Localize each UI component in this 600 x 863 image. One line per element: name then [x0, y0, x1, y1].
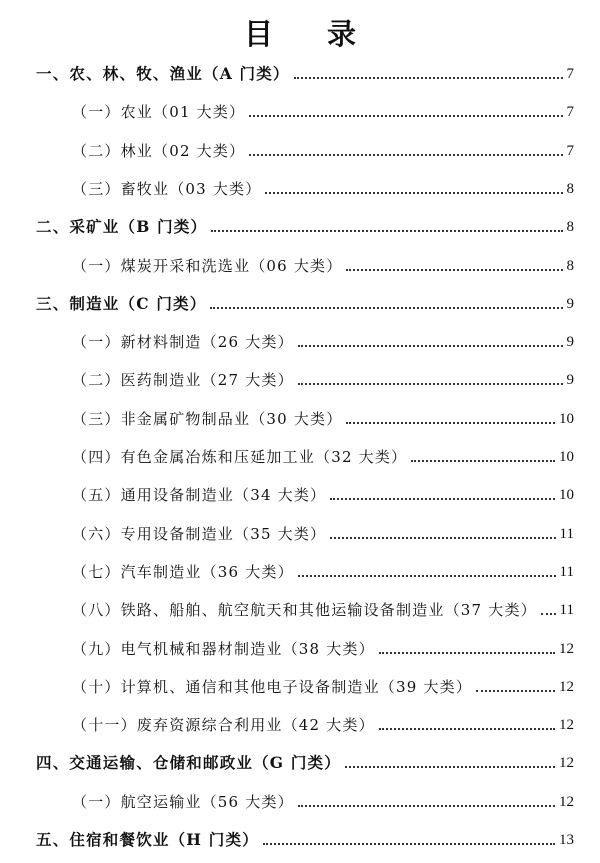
toc-entry-page-number: 12	[559, 717, 574, 734]
toc-entry-label: 二、采矿业（B 门类）	[36, 217, 208, 237]
dot-leader	[330, 498, 555, 500]
toc-entry-label: （一）煤炭开采和洗选业（06 大类）	[72, 256, 343, 275]
toc-entry-label: （七）汽车制造业（36 大类）	[72, 562, 294, 581]
toc-entry-page-number: 9	[566, 372, 574, 389]
toc-entry[interactable]	[72, 250, 574, 276]
toc-entry[interactable]	[72, 441, 574, 467]
toc-entry-page-number: 11	[559, 602, 574, 619]
dot-leader	[298, 805, 555, 807]
toc-entry-label: （四）有色金属冶炼和压延加工业（32 大类）	[72, 448, 408, 466]
dot-leader	[476, 690, 555, 692]
toc-entry-label: （一）航空运输业（56 大类）	[72, 792, 294, 811]
toc-entry[interactable]	[36, 211, 574, 237]
dot-leader	[379, 652, 555, 654]
toc-entry[interactable]	[72, 671, 574, 697]
toc-entry[interactable]	[72, 326, 574, 352]
toc-entry-page-number: 10	[559, 410, 574, 427]
toc-entry-page-number: 8	[566, 257, 574, 274]
toc-entry-page-number: 9	[566, 334, 574, 351]
toc-entry[interactable]	[72, 96, 574, 122]
toc-entry[interactable]	[72, 518, 574, 544]
dot-leader	[249, 115, 562, 117]
dot-leader	[346, 269, 562, 271]
dot-leader	[411, 460, 555, 462]
toc-entry-label: （一）新材料制造（26 大类）	[72, 333, 294, 352]
toc-entry-page-number: 12	[559, 793, 574, 810]
toc-entry-label: （十一）废弃资源综合利用业（42 大类）	[72, 716, 375, 735]
toc-entry-page-number: 12	[559, 640, 574, 657]
toc-entry[interactable]	[72, 556, 574, 582]
toc-entry[interactable]	[36, 58, 574, 84]
toc-entry[interactable]	[72, 633, 574, 659]
toc-entry-page-number: 12	[559, 755, 574, 772]
toc-entry[interactable]	[72, 364, 574, 390]
toc-entry-label: 三、制造业（C 门类）	[36, 293, 207, 313]
toc-entry[interactable]	[72, 709, 574, 735]
dot-leader	[330, 537, 555, 539]
dot-leader	[345, 766, 555, 768]
toc-entry[interactable]	[72, 403, 574, 429]
dot-leader	[249, 154, 562, 156]
toc-entry-page-number: 12	[559, 678, 574, 695]
toc-entry-page-number: 9	[566, 295, 574, 312]
toc-entry-label: （六）专用设备制造业（35 大类）	[72, 524, 327, 543]
toc-entry[interactable]	[72, 479, 574, 505]
toc-entry-label: （八）铁路、船舶、航空航天和其他运输设备制造业（37 大类）	[72, 601, 537, 620]
toc-entry-label: （一）农业（01 大类）	[72, 103, 246, 122]
page-title: 目 录	[243, 17, 379, 51]
toc-entry-page-number: 7	[566, 66, 574, 82]
toc-entry-page-number: 8	[566, 219, 574, 236]
dot-leader	[263, 843, 555, 845]
toc-entry-label: （五）通用设备制造业（34 大类）	[72, 486, 327, 505]
toc-entry-label: 四、交通运输、仓储和邮政业（G 门类）	[36, 753, 341, 773]
toc-entry[interactable]	[36, 288, 574, 314]
dot-leader	[294, 77, 563, 79]
toc-entry[interactable]	[72, 135, 574, 161]
toc-entry-page-number: 7	[566, 104, 574, 121]
toc-entry-label: （二）林业（02 大类）	[72, 141, 246, 160]
dot-leader	[298, 345, 563, 347]
toc-entry[interactable]	[36, 747, 574, 773]
toc-entry[interactable]	[72, 786, 574, 812]
toc-entry-page-number: 10	[559, 487, 574, 504]
dot-leader	[541, 613, 556, 615]
toc-entry-label: （三）畜牧业（03 大类）	[72, 179, 262, 198]
toc-entry-label: （二）医药制造业（27 大类）	[72, 371, 294, 390]
toc-entry[interactable]	[72, 173, 574, 199]
toc-entry-page-number: 8	[566, 180, 574, 197]
toc-entry-page-number: 7	[566, 142, 574, 159]
toc-entry-label: 一、农、林、牧、渔业（A 门类）	[36, 64, 290, 83]
dot-leader	[265, 192, 562, 194]
toc-entry-page-number: 10	[559, 449, 574, 465]
dot-leader	[379, 728, 555, 730]
toc-entry-label: （十）计算机、通信和其他电子设备制造业（39 大类）	[72, 677, 473, 696]
toc-entry[interactable]	[72, 594, 574, 620]
dot-leader	[211, 230, 562, 232]
toc-entry-page-number: 11	[559, 525, 574, 542]
dot-leader	[346, 422, 555, 424]
toc-entry-label: （九）电气机械和器材制造业（38 大类）	[72, 639, 375, 658]
toc-entry-label: 五、住宿和餐饮业（H 门类）	[36, 830, 259, 849]
dot-leader	[298, 575, 556, 577]
toc-entry-label: （三）非金属矿物制品业（30 大类）	[72, 409, 343, 428]
toc-entry[interactable]	[36, 824, 574, 850]
toc-entry-page-number: 11	[559, 563, 574, 580]
dot-leader	[210, 307, 562, 309]
toc-entry-page-number: 13	[559, 832, 574, 848]
dot-leader	[298, 383, 563, 385]
